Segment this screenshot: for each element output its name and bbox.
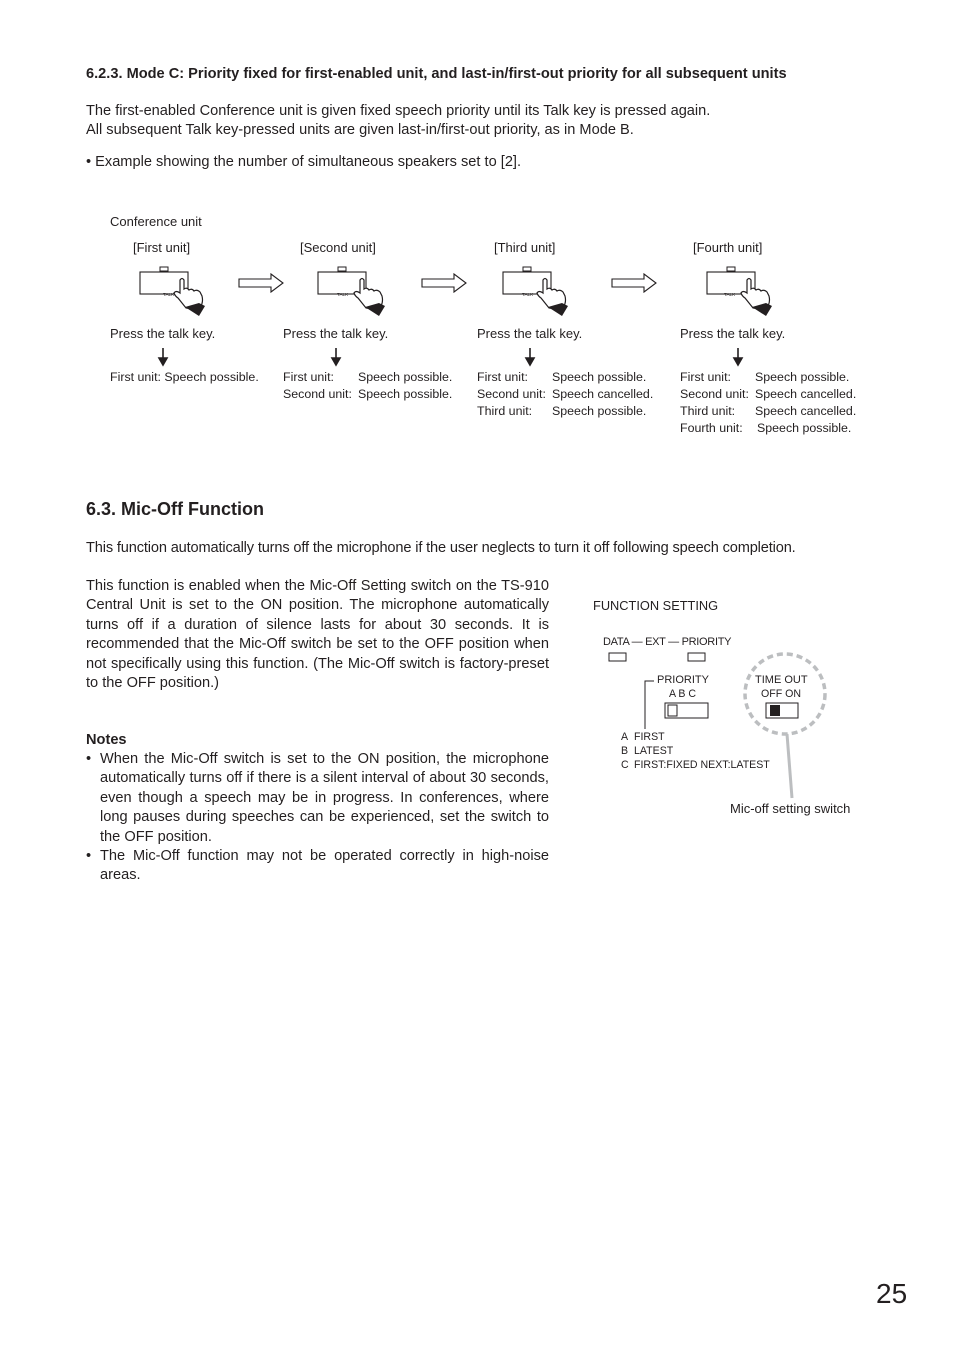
result-unit: Second unit: (283, 387, 352, 401)
result-status: Speech possible. (358, 387, 453, 401)
page-number: 25 (876, 1278, 908, 1309)
result-row (680, 369, 856, 386)
result-status: Speech cancelled. (552, 387, 654, 401)
result-row (477, 403, 653, 420)
result-status: Speech possible. (755, 370, 850, 384)
mic-off-callout: Mic-off setting switch (730, 801, 851, 816)
conference-unit-icon-3 (503, 267, 568, 316)
result-row (680, 403, 856, 420)
conference-unit-icon-4 (707, 267, 772, 316)
down-arrow-head-3 (526, 358, 534, 365)
result-unit: First unit: (477, 370, 528, 384)
bullet: • (86, 751, 92, 767)
legend-row-a (621, 730, 770, 744)
result-status: Speech possible. (552, 404, 647, 418)
priority-legend (621, 730, 770, 772)
down-arrow-head-4 (734, 358, 742, 365)
talk-key-text-1: TALK (163, 292, 175, 297)
results-first (110, 369, 259, 386)
data-indicator (609, 653, 626, 661)
result-unit: First unit: (283, 370, 334, 384)
intro-line-2: All subsequent Talk key-pressed units are given last-in/first-out priority, as in Mode B. (86, 122, 634, 139)
note-text-1: When the Mic-Off switch is set to the ON position, the microphone automatically turns off if there is a silent interval of about 30 seconds, even though a speech may be in progress. In conferences, where long pauses during speeches can be experienced, set the switch to the OFF position. (100, 751, 549, 845)
result-status: Speech possible. (358, 370, 453, 384)
down-arrow-head-2 (332, 358, 340, 365)
section-heading-623: 6.2.3. Mode C: Priority fixed for first-enabled unit, and last-in/first-out priority for all subsequent units (86, 66, 787, 82)
highlight-circle (745, 654, 825, 734)
abc-label: A B C (669, 688, 697, 700)
bullet: • (86, 848, 92, 865)
note-item-2 (86, 847, 549, 886)
section-heading-63: 6.3. Mic-Off Function (86, 499, 264, 519)
priority-bracket (645, 681, 654, 729)
result-status: Speech possible. (552, 370, 647, 384)
result-unit: Second unit: (477, 387, 546, 401)
example-note: • Example showing the number of simultaneous speakers set to [2]. (86, 154, 522, 170)
note-item-1 (86, 750, 549, 847)
conference-unit-icon-1 (140, 267, 205, 316)
intro-line-1: The first-enabled Conference unit is given fixed speech priority until its Talk key is pressed again. (86, 103, 711, 119)
legend-text: FIRST:FIXED NEXT:LATEST (634, 759, 770, 771)
callout-line (787, 734, 792, 798)
talk-key-text-2: TALK (337, 292, 349, 297)
result-row (477, 369, 653, 386)
action-third: Press the talk key. (477, 326, 583, 341)
off-on-label: OFF ON (761, 688, 802, 700)
note-text-2: The Mic-Off function may not be operated correctly in high-noise areas. (100, 848, 549, 884)
result-status: Speech cancelled. (755, 404, 857, 418)
function-setting-diagram (590, 640, 840, 800)
sequence-arrow-3 (612, 274, 656, 292)
talk-key-text-4: TALK (724, 292, 736, 297)
notes-title: Notes (86, 732, 127, 748)
legend-text: LATEST (634, 745, 674, 757)
result-row: First unit: Speech possible. (110, 370, 259, 384)
notes-list (86, 750, 549, 886)
result-row (283, 369, 452, 386)
legend-text: FIRST (634, 731, 665, 743)
result-row (283, 386, 452, 403)
action-fourth: Press the talk key. (680, 326, 786, 341)
mic-paragraph: This function is enabled when the Mic-Off Setting switch on the TS-910 Central Unit is set to the ON position. The microphone automatically turns off if a duration of silence lasts for about 30 seconds. It is recommended that the Mic-Off switch be set to the OFF position when not specifically using this function. (The Mic-Off switch is factory-preset to the OFF position.) (86, 578, 549, 692)
result-unit: Third unit: (680, 404, 736, 418)
result-status: Speech possible. (757, 421, 852, 435)
results-third (477, 369, 653, 420)
results-second (283, 369, 452, 403)
talk-sequence-diagram (0, 0, 954, 330)
data-ext-priority-label: DATA — EXT — PRIORITY (603, 636, 732, 648)
result-unit: First unit: (680, 370, 731, 384)
result-unit: Second unit: (680, 387, 749, 401)
legend-row-b (621, 744, 770, 758)
priority-switch-knob[interactable] (668, 705, 677, 716)
down-arrow-head-1 (159, 358, 167, 365)
sequence-arrow-1 (239, 274, 283, 292)
mic-off-switch-knob[interactable] (770, 705, 780, 716)
conference-unit-label: Conference unit (110, 214, 202, 229)
priority-indicator (688, 653, 705, 661)
action-second: Press the talk key. (283, 326, 389, 341)
function-setting-title: FUNCTION SETTING (593, 598, 719, 613)
unit-label-first: [First unit] (133, 240, 191, 255)
result-row (680, 386, 856, 403)
results-fourth (680, 369, 856, 437)
mic-intro: This function automatically turns off the microphone if the user neglects to turn it off following speech completion. (86, 540, 796, 556)
priority-label: PRIORITY (657, 674, 709, 686)
result-unit: Third unit: (477, 404, 533, 418)
action-first: Press the talk key. (110, 326, 216, 341)
result-unit: Fourth unit: (680, 421, 743, 435)
legend-key: A (621, 731, 629, 743)
legend-row-c (621, 758, 770, 772)
down-arrows (0, 340, 954, 370)
legend-key: C (621, 759, 629, 771)
result-status: Speech cancelled. (755, 387, 857, 401)
conference-unit-icon-2 (318, 267, 385, 316)
unit-label-third: [Third unit] (494, 240, 556, 255)
talk-key-text-3: TALK (522, 292, 534, 297)
legend-key: B (621, 745, 629, 757)
time-out-label: TIME OUT (755, 674, 808, 686)
sequence-arrow-2 (422, 274, 466, 292)
result-row (477, 386, 653, 403)
unit-label-second: [Second unit] (300, 240, 376, 255)
unit-label-fourth: [Fourth unit] (693, 240, 763, 255)
result-row (680, 420, 856, 437)
